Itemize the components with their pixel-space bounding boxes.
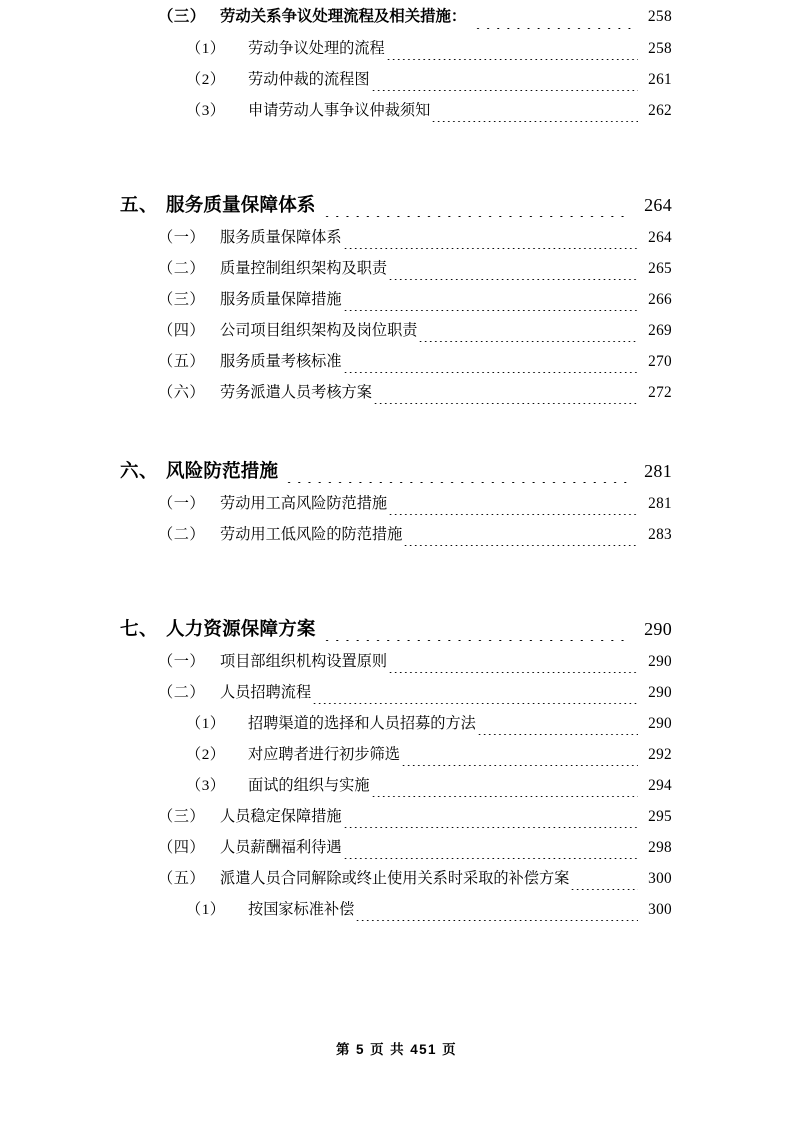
toc-entry-title: 风险防范措施	[166, 460, 279, 481]
toc-entry[interactable]	[0, 253, 793, 284]
footer-current-page: 5	[356, 1042, 365, 1057]
toc-entry-number: （2）	[186, 746, 226, 763]
toc-entry-page-number: 295	[648, 808, 672, 825]
section-gap	[0, 550, 793, 612]
toc-entry-number: （四）	[158, 839, 206, 856]
dot-leader	[473, 28, 636, 29]
toc-entry-number: （二）	[158, 526, 206, 543]
toc-entry-number: （3）	[186, 102, 226, 119]
toc-entry-number: （五）	[158, 353, 206, 370]
toc-entry-page-number: 264	[644, 195, 672, 215]
toc-entry-number: （三）	[158, 291, 206, 308]
toc-entry[interactable]	[0, 488, 793, 519]
footer-middle: 页 共	[370, 1042, 406, 1057]
toc-entry[interactable]	[0, 770, 793, 801]
toc-entry[interactable]	[0, 188, 793, 222]
toc-entry-page-number: 290	[644, 619, 672, 639]
toc-entry-page-number: 294	[648, 777, 672, 794]
toc-entry-number: （六）	[158, 384, 206, 401]
footer-suffix: 页	[442, 1042, 458, 1057]
dot-leader	[371, 796, 639, 797]
toc-entry[interactable]	[0, 863, 793, 894]
toc-entry-page-number: 292	[648, 746, 672, 763]
toc-entry-title: 服务质量考核标准	[220, 353, 342, 370]
toc-entry[interactable]	[0, 377, 793, 408]
toc-entry-page-number: 264	[648, 229, 672, 246]
dot-leader	[431, 121, 638, 122]
toc-entry[interactable]	[0, 677, 793, 708]
dot-leader	[343, 248, 639, 249]
toc-entry[interactable]	[0, 315, 793, 346]
toc-entry-number: （一）	[158, 653, 206, 670]
toc-entry-page-number: 281	[644, 461, 672, 481]
toc-entry-number: （三）	[158, 8, 206, 25]
toc-entry-page-number: 266	[648, 291, 672, 308]
toc-entry-page-number: 270	[648, 353, 672, 370]
toc-entry-number: （四）	[158, 322, 206, 339]
dot-leader	[343, 827, 639, 828]
toc-entry-title: 服务质量保障体系	[166, 194, 316, 215]
dot-leader	[371, 90, 639, 91]
toc-entry-title: 人员招聘流程	[220, 684, 312, 701]
toc-entry[interactable]	[0, 801, 793, 832]
toc-entry-page-number: 300	[648, 901, 672, 918]
toc-entry-title: 申请劳动人事争议仲裁须知	[248, 102, 431, 119]
dot-leader	[343, 372, 639, 373]
dot-leader	[386, 59, 638, 60]
toc-entry-page-number: 290	[648, 684, 672, 701]
dot-leader	[322, 640, 629, 641]
toc-entry-number: 七、	[120, 618, 159, 639]
dot-leader	[322, 216, 629, 217]
toc-entry-title: 派遣人员合同解除或终止使用关系时采取的补偿方案	[220, 870, 570, 887]
toc-entry-title: 项目部组织机构设置原则	[220, 653, 388, 670]
footer-prefix: 第	[335, 1042, 351, 1057]
page-footer	[0, 1038, 793, 1058]
toc-entry[interactable]	[0, 222, 793, 253]
dot-leader	[401, 765, 638, 766]
toc-entry-title: 劳动争议处理的流程	[248, 40, 385, 57]
dot-leader	[343, 858, 639, 859]
toc-entry[interactable]	[0, 346, 793, 377]
toc-entry-number: 五、	[120, 194, 159, 215]
toc-entry-number: （1）	[186, 40, 226, 57]
toc-entry-title: 招聘渠道的选择和人员招募的方法	[248, 715, 476, 732]
toc-entry-title: 服务质量保障措施	[220, 291, 342, 308]
toc-entry-page-number: 281	[648, 495, 672, 512]
toc-entry-number: 六、	[120, 460, 159, 481]
dot-leader	[284, 482, 629, 483]
toc-entry-title: 人力资源保障方案	[166, 618, 316, 639]
dot-leader	[373, 403, 638, 404]
toc-entry-number: （五）	[158, 870, 206, 887]
toc-entry[interactable]	[0, 646, 793, 677]
dot-leader	[312, 703, 638, 704]
dot-leader	[403, 545, 638, 546]
toc-entry-number: （1）	[186, 901, 226, 918]
toc-entry-page-number: 258	[648, 40, 672, 57]
dot-leader	[388, 279, 638, 280]
toc-entry[interactable]	[0, 519, 793, 550]
toc-entry[interactable]	[0, 284, 793, 315]
toc-entry-page-number: 261	[648, 71, 672, 88]
toc-entry[interactable]	[0, 894, 793, 925]
toc-entry-page-number: 269	[648, 322, 672, 339]
toc-entry-title: 劳动用工高风险防范措施	[220, 495, 388, 512]
toc-entry[interactable]	[0, 0, 793, 33]
toc-entry-title: 面试的组织与实施	[248, 777, 370, 794]
dot-leader	[570, 889, 638, 890]
toc-entry-number: （2）	[186, 71, 226, 88]
toc-entry-title: 劳务派遣人员考核方案	[220, 384, 372, 401]
toc-entry-page-number: 300	[648, 870, 672, 887]
toc-entry-title: 人员稳定保障措施	[220, 808, 342, 825]
toc-entry-page-number: 290	[648, 715, 672, 732]
toc-entry-title: 对应聘者进行初步筛选	[248, 746, 400, 763]
toc-entry[interactable]	[0, 739, 793, 770]
toc-entry-number: （一）	[158, 495, 206, 512]
toc-entry-page-number: 283	[648, 526, 672, 543]
toc-entry-number: （1）	[186, 715, 226, 732]
toc-entry-page-number: 272	[648, 384, 672, 401]
section-gap	[0, 126, 793, 188]
toc-entry-page-number: 258	[647, 8, 672, 25]
toc-entry[interactable]	[0, 33, 793, 64]
dot-leader	[355, 920, 638, 921]
toc-entry-title: 服务质量保障体系	[220, 229, 342, 246]
toc-entry-number: （二）	[158, 684, 206, 701]
toc-entry-page-number: 265	[648, 260, 672, 277]
footer-total-pages: 451	[410, 1042, 437, 1057]
dot-leader	[343, 310, 639, 311]
dot-leader	[388, 514, 638, 515]
toc-entry-title: 公司项目组织架构及岗位职责	[220, 322, 418, 339]
toc-entry-page-number: 298	[648, 839, 672, 856]
toc-entry[interactable]	[0, 454, 793, 488]
toc-entry-number: （三）	[158, 808, 206, 825]
toc-entry[interactable]	[0, 64, 793, 95]
dot-leader	[388, 672, 638, 673]
toc-entry-page-number: 290	[648, 653, 672, 670]
toc-entry[interactable]	[0, 612, 793, 646]
toc-entry[interactable]	[0, 832, 793, 863]
toc-entry[interactable]	[0, 708, 793, 739]
toc-entry-title: 劳动用工低风险的防范措施	[220, 526, 403, 543]
toc-entry-number: （二）	[158, 260, 206, 277]
toc-entry-title: 劳动关系争议处理流程及相关措施：	[220, 8, 467, 25]
toc-entry-title: 按国家标准补偿	[248, 901, 355, 918]
toc-entry-title: 质量控制组织架构及职责	[220, 260, 388, 277]
dot-leader	[418, 341, 638, 342]
dot-leader	[477, 734, 638, 735]
toc-entry-number: （3）	[186, 777, 226, 794]
section-gap	[0, 408, 793, 454]
toc-entry-number: （一）	[158, 229, 206, 246]
toc-entry-title: 劳动仲裁的流程图	[248, 71, 370, 88]
toc-entry-page-number: 262	[648, 102, 672, 119]
toc-entry[interactable]	[0, 95, 793, 126]
toc-entry-title: 人员薪酬福利待遇	[220, 839, 342, 856]
